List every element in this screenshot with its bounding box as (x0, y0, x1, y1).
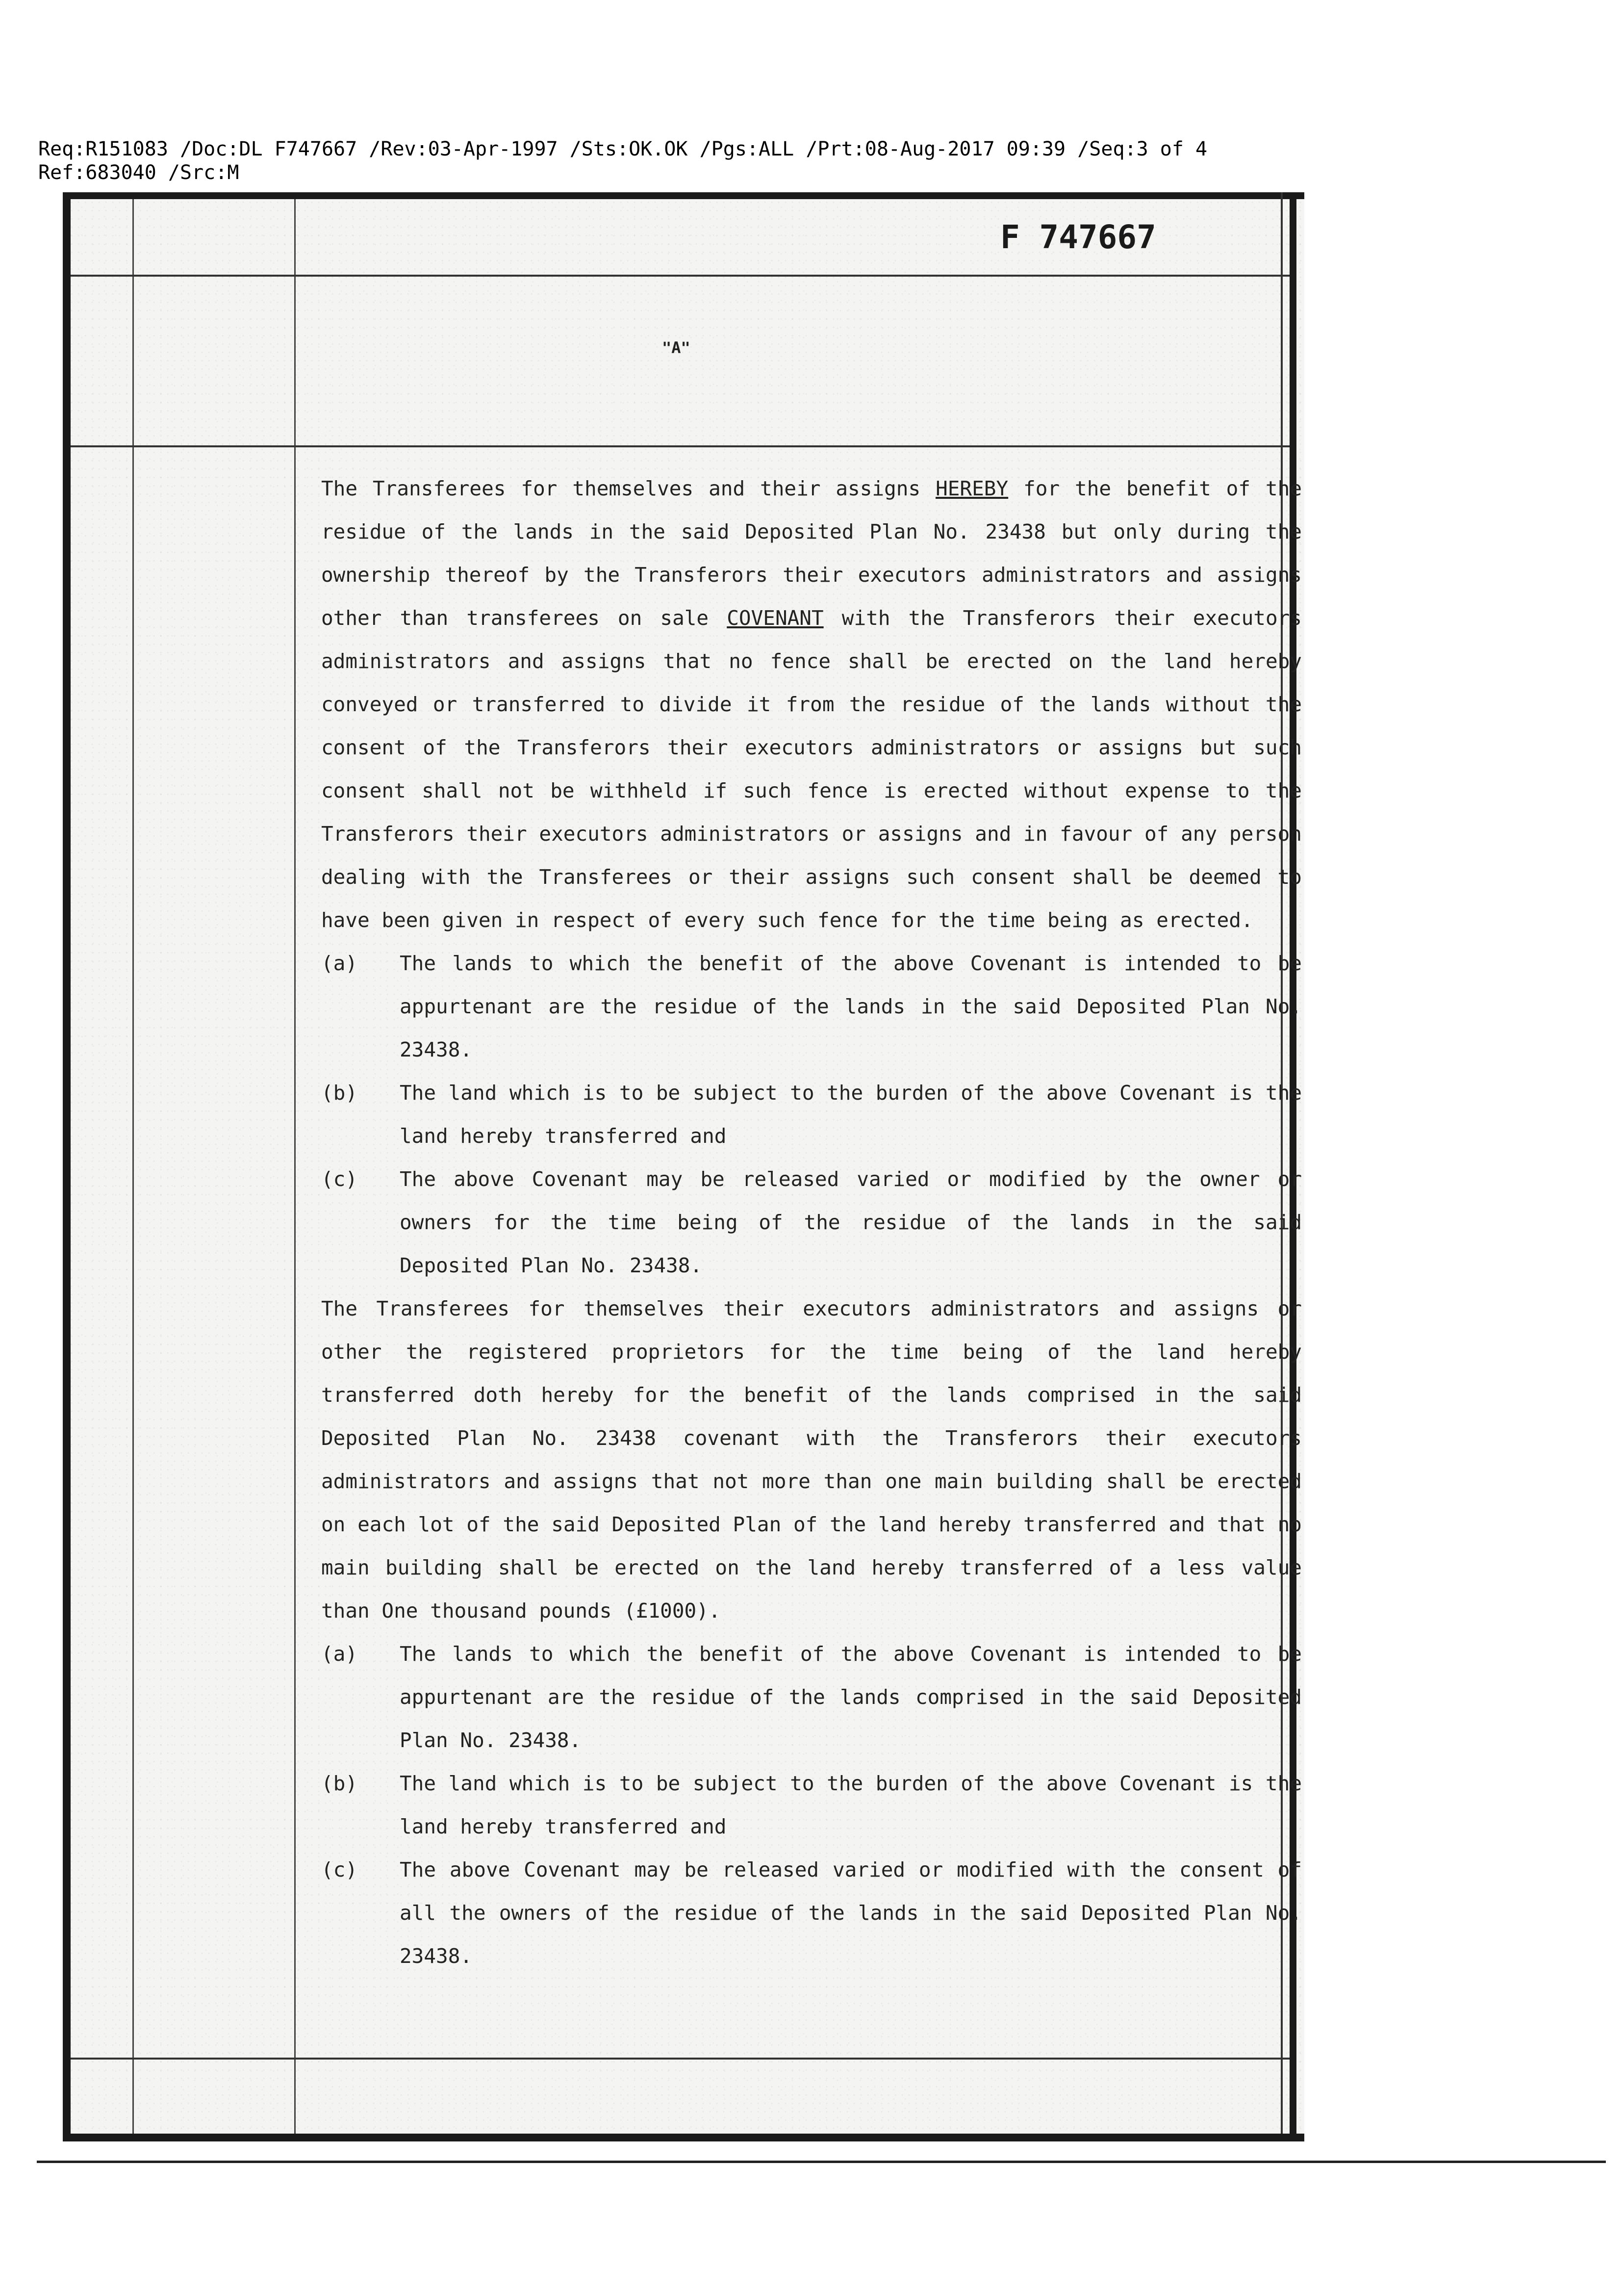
item-label: (b) (321, 1081, 358, 1105)
item-label: (a) (321, 952, 358, 975)
item-label: (a) (321, 1642, 358, 1666)
item-text: The land which is to be subject to the burden of the above Covenant is the land hereby transferred and (400, 1081, 1302, 1148)
item-text: The above Covenant may be released varied or modified by the owner or owners for the time being of the residue of the lands in the said Deposited Plan No. 23438. (400, 1167, 1302, 1277)
covenant-1-text-b: for the benefit of the residue of the lands in the said Deposited Plan No. 23438 but only during the ownership thereof by the Transferors their executors administrators and assigns other than transferees on sale (321, 477, 1302, 630)
schedule-mark: "A" (662, 338, 690, 357)
covenant-1-text-c: with the Transferors their executors administrators and assigns that no fence shall be erected on the land hereby conveyed or transferred to divide it from the residue of the lands without the consent of the Transferors their executors administrators or assigns but such consent shall not be withheld if such fence is erected without expense to the Transferors their executors administrators or assigns and in favour of any person dealing with the Transferees or their assigns such consent shall be deemed to have been given in respect of every such fence for the time being as erected. (321, 606, 1302, 932)
document-number: F 747667 (1000, 218, 1156, 256)
item-label: (b) (321, 1772, 358, 1795)
header-line-2: Ref:683040 /Src:M (38, 161, 239, 184)
header-line-1: Req:R151083 /Doc:DL F747667 /Rev:03-Apr-1997 /Sts:OK.OK /Pgs:ALL /Prt:08-Aug-2017 09:39 /Seq:3 of 4 (38, 138, 1208, 160)
item-label: (c) (321, 1167, 358, 1191)
item-label: (c) (321, 1858, 358, 1882)
page-bottom-rule (37, 2161, 1606, 2163)
item-text: The above Covenant may be released varied or modified with the consent of all the owners of the residue of the lands in the said Deposited Plan No. 23438. (400, 1858, 1302, 1968)
margin-rule-2 (294, 199, 296, 2134)
scan-border-left (63, 192, 71, 2140)
covenant-word: COVENANT (727, 606, 824, 630)
rule-below-docno (71, 275, 1290, 277)
scan-border-bottom (63, 2134, 1304, 2141)
margin-rule-1 (132, 199, 134, 2134)
covenant-text (321, 467, 1302, 1978)
covenant-2-paragraph: The Transferees for themselves their executors administrators and assigns or other the registered proprietors for the time being of the land hereby transferred doth hereby for the benefit of the lands comprised in the said Deposited Plan No. 23438 covenant with the Transferors their executors administrators and assigns that not more than one main building shall be erected on each lot of the said Deposited Plan of the land hereby transferred and that no main building shall be erected on the land hereby transferred of a less value than One thousand pounds (£1000). (321, 1297, 1302, 1623)
covenant-1-item-b (321, 1071, 1302, 1158)
item-text: The lands to which the benefit of the above Covenant is intended to be appurtenant are the residue of the lands in the said Deposited Plan No. 23438. (400, 952, 1302, 1061)
item-text: The land which is to be subject to the burden of the above Covenant is the land hereby transferred and (400, 1772, 1302, 1838)
rule-bottom (71, 2058, 1290, 2060)
item-text: The lands to which the benefit of the above Covenant is intended to be appurtenant are the residue of the lands comprised in the said Deposited Plan No. 23438. (400, 1642, 1302, 1752)
covenant-2-item-c (321, 1848, 1302, 1978)
hereby-word: HEREBY (936, 477, 1009, 500)
covenant-1-text-a: The Transferees for themselves and their assigns (321, 477, 936, 500)
covenant-1-paragraph (321, 467, 1302, 942)
covenant-1-item-a (321, 942, 1302, 1071)
rule-above-text (71, 445, 1290, 447)
covenant-2-item-b (321, 1762, 1302, 1848)
scan-border-top (63, 192, 1304, 199)
covenant-2-item-a (321, 1632, 1302, 1762)
print-header (38, 137, 1207, 184)
covenant-1-item-c (321, 1158, 1302, 1287)
